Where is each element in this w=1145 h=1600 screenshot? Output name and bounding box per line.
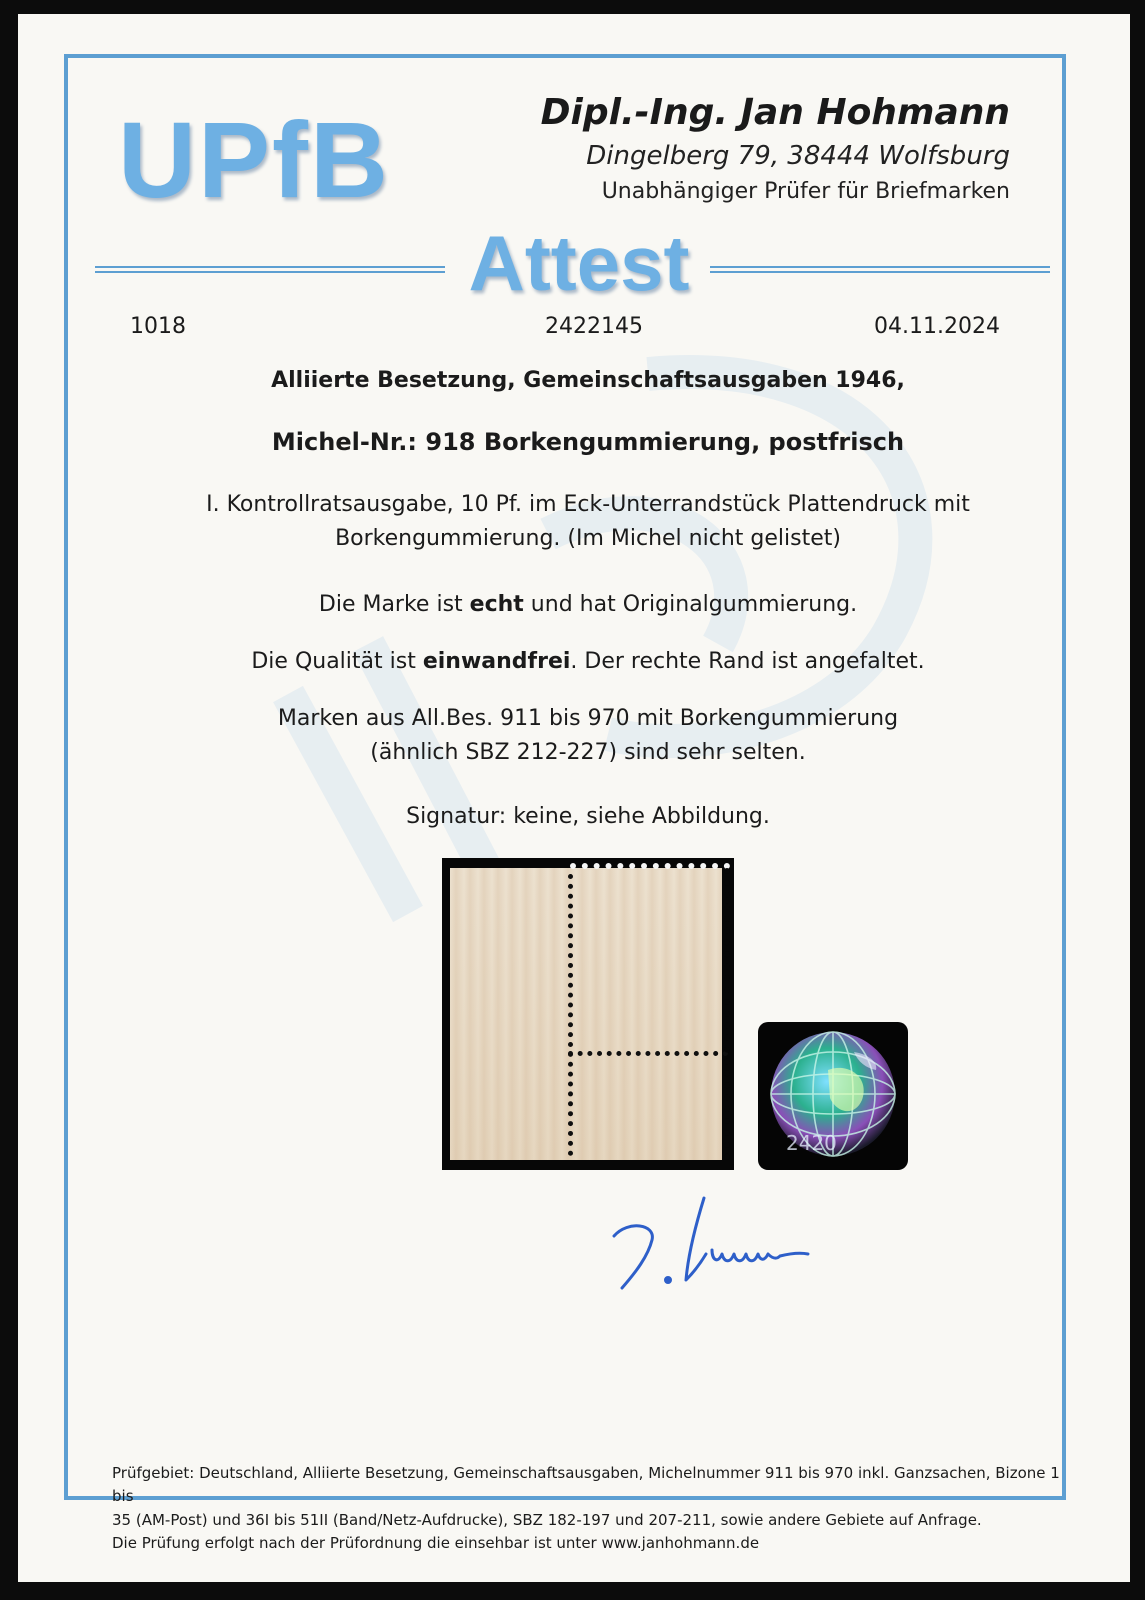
signature-note: Signatur: keine, siehe Abbildung. [406, 804, 770, 829]
stamp-photo [442, 858, 734, 1170]
globe-icon [758, 1022, 908, 1170]
catalog-number: Michel-Nr.: 918 Borkengummierung, postfrisch [271, 428, 905, 456]
quality-verdict: einwandfrei [422, 649, 571, 674]
description-line-1: I. Kontrollratsausgabe, 10 Pf. im Eck-Unterrandstück Plattendruck mit [206, 492, 970, 517]
authenticity-prefix: Die Marke ist [318, 592, 470, 617]
collecting-area: Alliierte Besetzung, Gemeinschaftsausgaben 1946, [271, 368, 905, 393]
title-rule-left [95, 266, 445, 278]
footer-line-3: Die Prüfung erfolgt nach der Prüfordnung die einsehbar ist unter www.janhohmann.de [112, 1533, 760, 1552]
issuer-name: Dipl.-Ing. Jan Hohmann [540, 92, 1010, 133]
issuer-role: Unabhängiger Prüfer für Briefmarken [601, 179, 1010, 204]
issuer-block [541, 92, 1010, 204]
certificate-date: 04.11.2024 [874, 314, 1000, 339]
title-rule-right [710, 266, 1050, 278]
hologram-seal [758, 1022, 908, 1170]
description-line-2: Borkengummierung. (Im Michel nicht gelistet) [335, 526, 841, 552]
upfb-logo: UPfB [118, 99, 390, 220]
hologram-number: 2420 [786, 1131, 837, 1155]
certificate-number: 2422145 [545, 314, 643, 339]
examiner-signature [608, 1184, 838, 1294]
stamp-description [108, 488, 1068, 556]
footer-legal-text [112, 1462, 1072, 1555]
rarity-line-1: Marken aus All.Bes. 911 bis 970 mit Borkengummierung [277, 706, 899, 731]
perforation-top [570, 863, 730, 869]
document-title: Attest [468, 219, 690, 307]
stamp-back-side [450, 868, 722, 1160]
authenticity-verdict: echt [469, 592, 524, 617]
authenticity-suffix: und hat Originalgummierung. [523, 592, 858, 617]
authenticity-statement [108, 588, 1068, 622]
rarity-note [108, 702, 1068, 770]
quality-prefix: Die Qualität ist [251, 649, 423, 674]
issuer-address: Dingelberg 79, 38444 Wolfsburg [586, 141, 1010, 171]
perforation-right [724, 868, 730, 1160]
certificate-sheet [18, 14, 1130, 1582]
perforation-vertical [568, 874, 573, 1156]
quality-statement [108, 645, 1068, 679]
footer-line-1: Prüfgebiet: Deutschland, Alliierte Besetzung, Gemeinschaftsausgaben, Michelnummer 911 bis 970 inkl. Ganzsachen, Bizone 1 bis [112, 1464, 1060, 1506]
quality-suffix: . Der rechte Rand ist angefaltet. [570, 649, 925, 674]
footer-line-2: 35 (AM-Post) und 36I bis 51II (Band/Netz-Aufdrucke), SBZ 182-197 und 207-211, sowie andere Gebiete auf Anfrage. [112, 1510, 982, 1529]
left-number: 1018 [130, 314, 186, 339]
rarity-line-2: (ähnlich SBZ 212-227) sind sehr selten. [370, 740, 806, 766]
perforation-horizontal [568, 1051, 728, 1056]
